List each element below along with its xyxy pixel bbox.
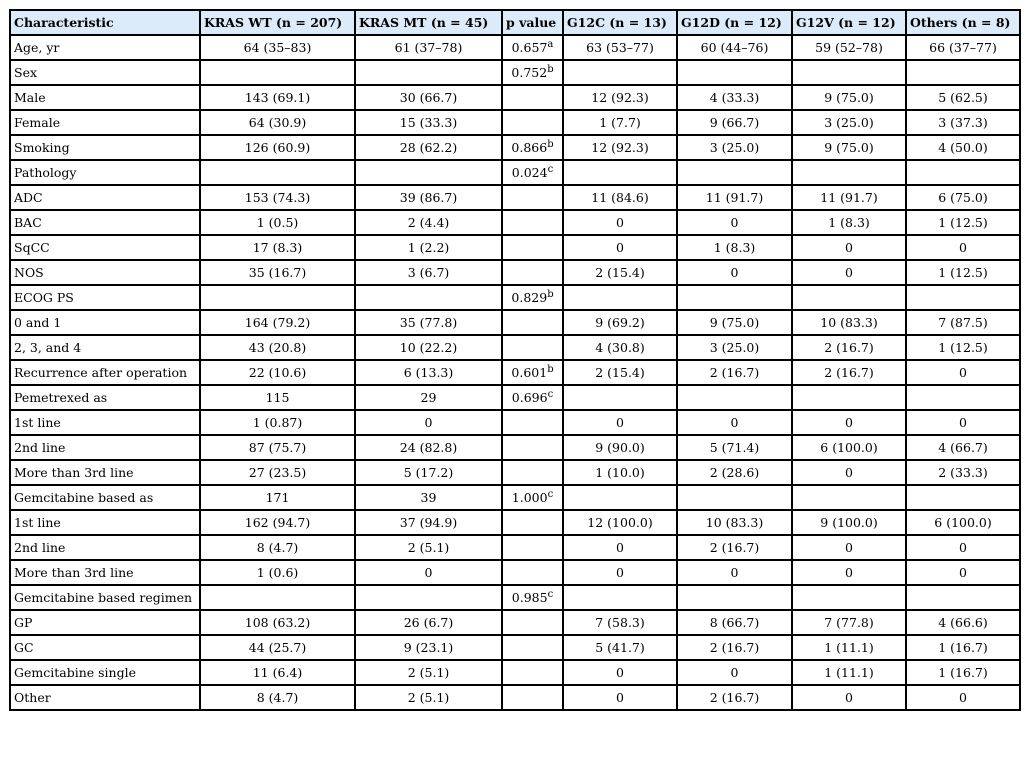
cell-g12d: 3 (25.0) [677, 335, 792, 360]
cell-p-value [502, 285, 563, 310]
cell-g12v: 6 (100.0) [792, 435, 906, 460]
table-row [10, 460, 1020, 485]
cell-g12v: 1 (8.3) [792, 210, 906, 235]
footnote-marker: b [547, 138, 554, 150]
cell-g12c: 7 (58.3) [563, 610, 677, 635]
cell-kras-wt: 108 (63.2) [200, 610, 355, 635]
cell-characteristic: Sex [10, 60, 200, 85]
table-row [10, 385, 1020, 410]
col-header-g12v: G12V (n = 12) [792, 10, 906, 35]
cell-g12d: 10 (83.3) [677, 510, 792, 535]
table-row [10, 410, 1020, 435]
cell-p-value [502, 410, 563, 435]
cell-g12c [563, 160, 677, 185]
cell-characteristic: GP [10, 610, 200, 635]
cell-characteristic: Female [10, 110, 200, 135]
cell-g12c [563, 385, 677, 410]
cell-kras-wt: 43 (20.8) [200, 335, 355, 360]
cell-g12v: 3 (25.0) [792, 110, 906, 135]
cell-g12c [563, 60, 677, 85]
cell-characteristic: Male [10, 85, 200, 110]
col-header-p-value: p value [502, 10, 563, 35]
table-row [10, 635, 1020, 660]
cell-kras-wt: 8 (4.7) [200, 535, 355, 560]
table-row [10, 610, 1020, 635]
cell-characteristic: 2nd line [10, 435, 200, 460]
cell-characteristic: NOS [10, 260, 200, 285]
cell-p-value [502, 660, 563, 685]
cell-kras-wt: 1 (0.5) [200, 210, 355, 235]
cell-kras-wt: 64 (30.9) [200, 110, 355, 135]
cell-kras-mt: 39 [355, 485, 502, 510]
table-row [10, 560, 1020, 585]
cell-characteristic: SqCC [10, 235, 200, 260]
cell-characteristic: ADC [10, 185, 200, 210]
cell-g12v: 7 (77.8) [792, 610, 906, 635]
cell-characteristic: 2nd line [10, 535, 200, 560]
cell-p-value [502, 260, 563, 285]
cell-g12d: 8 (66.7) [677, 610, 792, 635]
cell-kras-mt [355, 285, 502, 310]
cell-g12v: 9 (100.0) [792, 510, 906, 535]
cell-kras-wt: 126 (60.9) [200, 135, 355, 160]
cell-g12d: 2 (16.7) [677, 360, 792, 385]
cell-kras-mt: 37 (94.9) [355, 510, 502, 535]
cell-g12c: 0 [563, 685, 677, 710]
cell-others: 0 [906, 360, 1020, 385]
col-header-others: Others (n = 8) [906, 10, 1020, 35]
cell-g12d: 4 (33.3) [677, 85, 792, 110]
cell-kras-mt: 30 (66.7) [355, 85, 502, 110]
col-header-characteristic: Characteristic [10, 10, 200, 35]
cell-g12d: 3 (25.0) [677, 135, 792, 160]
cell-g12c: 0 [563, 560, 677, 585]
cell-kras-wt: 171 [200, 485, 355, 510]
table-row [10, 135, 1020, 160]
cell-g12v [792, 385, 906, 410]
cell-kras-mt: 24 (82.8) [355, 435, 502, 460]
cell-kras-mt: 2 (4.4) [355, 210, 502, 235]
cell-p-value [502, 460, 563, 485]
table-row [10, 160, 1020, 185]
cell-g12v: 1 (11.1) [792, 635, 906, 660]
cell-g12v: 9 (75.0) [792, 85, 906, 110]
cell-kras-mt: 3 (6.7) [355, 260, 502, 285]
footnote-marker: b [547, 288, 554, 300]
cell-p-value [502, 110, 563, 135]
cell-g12c: 11 (84.6) [563, 185, 677, 210]
cell-g12v: 0 [792, 685, 906, 710]
cell-kras-mt [355, 585, 502, 610]
table-row [10, 310, 1020, 335]
cell-p-value [502, 385, 563, 410]
cell-p-value [502, 360, 563, 385]
cell-p-value [502, 160, 563, 185]
cell-others: 4 (66.7) [906, 435, 1020, 460]
cell-g12c: 2 (15.4) [563, 360, 677, 385]
cell-p-value [502, 585, 563, 610]
cell-g12v: 59 (52–78) [792, 35, 906, 60]
cell-kras-mt: 5 (17.2) [355, 460, 502, 485]
cell-others: 0 [906, 560, 1020, 585]
characteristics-table [9, 9, 1021, 711]
col-header-g12d: G12D (n = 12) [677, 10, 792, 35]
cell-g12d: 2 (16.7) [677, 685, 792, 710]
cell-kras-wt: 162 (94.7) [200, 510, 355, 535]
table-row [10, 260, 1020, 285]
cell-g12d [677, 60, 792, 85]
cell-g12d: 0 [677, 410, 792, 435]
cell-others: 1 (16.7) [906, 635, 1020, 660]
cell-others: 3 (37.3) [906, 110, 1020, 135]
cell-g12d: 1 (8.3) [677, 235, 792, 260]
table-row [10, 685, 1020, 710]
col-header-kras-wt: KRAS WT (n = 207) [200, 10, 355, 35]
cell-g12c: 1 (10.0) [563, 460, 677, 485]
cell-others [906, 385, 1020, 410]
table-row [10, 210, 1020, 235]
cell-p-value [502, 635, 563, 660]
table-body [10, 35, 1020, 710]
cell-p-value [502, 560, 563, 585]
cell-characteristic: ECOG PS [10, 285, 200, 310]
cell-characteristic: 0 and 1 [10, 310, 200, 335]
footnote-marker: c [547, 588, 554, 600]
cell-kras-mt: 0 [355, 410, 502, 435]
table-row [10, 60, 1020, 85]
cell-kras-wt: 153 (74.3) [200, 185, 355, 210]
cell-others: 66 (37–77) [906, 35, 1020, 60]
cell-g12v: 2 (16.7) [792, 360, 906, 385]
cell-others: 6 (75.0) [906, 185, 1020, 210]
cell-p-value [502, 310, 563, 335]
cell-kras-wt: 27 (23.5) [200, 460, 355, 485]
cell-g12c: 1 (7.7) [563, 110, 677, 135]
cell-kras-wt [200, 285, 355, 310]
cell-others: 7 (87.5) [906, 310, 1020, 335]
cell-characteristic: More than 3rd line [10, 560, 200, 585]
cell-g12v [792, 585, 906, 610]
cell-kras-mt: 39 (86.7) [355, 185, 502, 210]
cell-p-value [502, 485, 563, 510]
cell-kras-wt: 87 (75.7) [200, 435, 355, 460]
footnote-marker: c [547, 163, 554, 175]
p-value-text: 0.024 [511, 165, 548, 180]
cell-g12c: 63 (53–77) [563, 35, 677, 60]
cell-g12c: 12 (92.3) [563, 85, 677, 110]
cell-characteristic: BAC [10, 210, 200, 235]
cell-g12c [563, 485, 677, 510]
cell-g12v: 2 (16.7) [792, 335, 906, 360]
cell-kras-mt: 26 (6.7) [355, 610, 502, 635]
cell-kras-mt: 10 (22.2) [355, 335, 502, 360]
cell-g12c: 4 (30.8) [563, 335, 677, 360]
cell-g12d [677, 485, 792, 510]
cell-kras-mt: 35 (77.8) [355, 310, 502, 335]
cell-g12v: 0 [792, 460, 906, 485]
p-value-text: 1.000 [511, 490, 548, 505]
cell-kras-wt: 22 (10.6) [200, 360, 355, 385]
cell-characteristic: Gemcitabine based regimen [10, 585, 200, 610]
cell-g12d: 0 [677, 260, 792, 285]
cell-characteristic: 1st line [10, 410, 200, 435]
table-row [10, 185, 1020, 210]
cell-g12d: 2 (28.6) [677, 460, 792, 485]
cell-characteristic: Age, yr [10, 35, 200, 60]
cell-g12c: 0 [563, 660, 677, 685]
cell-g12v: 11 (91.7) [792, 185, 906, 210]
cell-kras-mt: 9 (23.1) [355, 635, 502, 660]
cell-p-value [502, 335, 563, 360]
cell-kras-mt [355, 60, 502, 85]
cell-g12d: 0 [677, 660, 792, 685]
cell-g12v: 0 [792, 535, 906, 560]
cell-p-value [502, 210, 563, 235]
cell-kras-wt: 115 [200, 385, 355, 410]
cell-others: 0 [906, 685, 1020, 710]
footnote-marker: a [547, 38, 554, 50]
cell-characteristic: 1st line [10, 510, 200, 535]
cell-kras-mt: 6 (13.3) [355, 360, 502, 385]
cell-g12c: 0 [563, 410, 677, 435]
cell-others: 0 [906, 235, 1020, 260]
cell-kras-wt: 64 (35–83) [200, 35, 355, 60]
cell-characteristic: Other [10, 685, 200, 710]
col-header-kras-mt: KRAS MT (n = 45) [355, 10, 502, 35]
cell-g12d [677, 160, 792, 185]
p-value-text: 0.601 [511, 365, 548, 380]
cell-g12v: 0 [792, 260, 906, 285]
cell-g12c: 2 (15.4) [563, 260, 677, 285]
cell-kras-wt [200, 160, 355, 185]
cell-g12v: 1 (11.1) [792, 660, 906, 685]
cell-kras-wt [200, 60, 355, 85]
footnote-marker: c [547, 388, 554, 400]
cell-p-value [502, 235, 563, 260]
footnote-marker: c [547, 488, 554, 500]
cell-kras-mt [355, 160, 502, 185]
cell-kras-wt: 164 (79.2) [200, 310, 355, 335]
header-row [10, 10, 1020, 35]
cell-others [906, 60, 1020, 85]
p-value-text: 0.866 [511, 140, 548, 155]
cell-g12v: 0 [792, 235, 906, 260]
cell-characteristic: Pathology [10, 160, 200, 185]
table-container [9, 9, 1021, 711]
cell-kras-wt: 8 (4.7) [200, 685, 355, 710]
cell-characteristic: Gemcitabine based as [10, 485, 200, 510]
cell-g12c: 9 (90.0) [563, 435, 677, 460]
cell-kras-wt: 17 (8.3) [200, 235, 355, 260]
cell-kras-mt: 1 (2.2) [355, 235, 502, 260]
table-row [10, 660, 1020, 685]
cell-kras-wt: 35 (16.7) [200, 260, 355, 285]
p-value-text: 0.985 [511, 590, 548, 605]
cell-others [906, 285, 1020, 310]
cell-characteristic: Pemetrexed as [10, 385, 200, 410]
cell-kras-mt: 28 (62.2) [355, 135, 502, 160]
cell-others [906, 485, 1020, 510]
cell-g12v [792, 485, 906, 510]
cell-g12v: 0 [792, 560, 906, 585]
cell-g12d: 9 (75.0) [677, 310, 792, 335]
table-row [10, 435, 1020, 460]
cell-characteristic: Smoking [10, 135, 200, 160]
cell-g12d: 60 (44–76) [677, 35, 792, 60]
cell-g12c: 12 (100.0) [563, 510, 677, 535]
cell-g12d [677, 585, 792, 610]
cell-others [906, 585, 1020, 610]
cell-g12d: 5 (71.4) [677, 435, 792, 460]
cell-p-value [502, 435, 563, 460]
cell-g12d: 0 [677, 210, 792, 235]
cell-others: 1 (16.7) [906, 660, 1020, 685]
cell-g12v [792, 160, 906, 185]
cell-g12v: 9 (75.0) [792, 135, 906, 160]
cell-kras-wt: 11 (6.4) [200, 660, 355, 685]
footnote-marker: b [547, 363, 554, 375]
cell-kras-mt: 2 (5.1) [355, 685, 502, 710]
cell-kras-mt: 2 (5.1) [355, 660, 502, 685]
table-row [10, 585, 1020, 610]
footnote-marker: b [547, 63, 554, 75]
cell-g12c: 9 (69.2) [563, 310, 677, 335]
cell-p-value [502, 535, 563, 560]
cell-others: 6 (100.0) [906, 510, 1020, 535]
cell-kras-wt: 143 (69.1) [200, 85, 355, 110]
cell-kras-mt: 15 (33.3) [355, 110, 502, 135]
cell-kras-wt: 1 (0.6) [200, 560, 355, 585]
cell-others: 1 (12.5) [906, 260, 1020, 285]
table-row [10, 235, 1020, 260]
p-value-text: 0.829 [511, 290, 548, 305]
cell-others: 4 (50.0) [906, 135, 1020, 160]
cell-characteristic: Gemcitabine single [10, 660, 200, 685]
cell-g12c: 5 (41.7) [563, 635, 677, 660]
table-row [10, 535, 1020, 560]
cell-g12v: 0 [792, 410, 906, 435]
table-row [10, 335, 1020, 360]
cell-g12v [792, 285, 906, 310]
cell-p-value [502, 60, 563, 85]
p-value-text: 0.657 [511, 40, 548, 55]
cell-g12d: 9 (66.7) [677, 110, 792, 135]
cell-g12d: 0 [677, 560, 792, 585]
cell-kras-mt: 0 [355, 560, 502, 585]
p-value-text: 0.696 [511, 390, 548, 405]
cell-characteristic: GC [10, 635, 200, 660]
cell-g12c: 0 [563, 235, 677, 260]
cell-g12d [677, 385, 792, 410]
cell-g12c: 12 (92.3) [563, 135, 677, 160]
table-row [10, 485, 1020, 510]
cell-characteristic: More than 3rd line [10, 460, 200, 485]
cell-p-value [502, 685, 563, 710]
cell-kras-mt: 29 [355, 385, 502, 410]
cell-g12d: 2 (16.7) [677, 535, 792, 560]
cell-p-value [502, 135, 563, 160]
cell-g12c [563, 585, 677, 610]
cell-characteristic: Recurrence after operation [10, 360, 200, 385]
cell-p-value [502, 35, 563, 60]
cell-others [906, 160, 1020, 185]
table-row [10, 360, 1020, 385]
cell-kras-wt [200, 585, 355, 610]
cell-g12c: 0 [563, 210, 677, 235]
cell-others: 1 (12.5) [906, 210, 1020, 235]
cell-others: 0 [906, 535, 1020, 560]
table-row [10, 285, 1020, 310]
cell-characteristic: 2, 3, and 4 [10, 335, 200, 360]
cell-g12d [677, 285, 792, 310]
cell-others: 0 [906, 410, 1020, 435]
cell-others: 5 (62.5) [906, 85, 1020, 110]
table-row [10, 35, 1020, 60]
cell-kras-mt: 2 (5.1) [355, 535, 502, 560]
cell-p-value [502, 185, 563, 210]
cell-g12v: 10 (83.3) [792, 310, 906, 335]
cell-others: 2 (33.3) [906, 460, 1020, 485]
cell-g12d: 2 (16.7) [677, 635, 792, 660]
cell-p-value [502, 510, 563, 535]
cell-others: 4 (66.6) [906, 610, 1020, 635]
cell-g12c [563, 285, 677, 310]
p-value-text: 0.752 [511, 65, 548, 80]
cell-kras-wt: 44 (25.7) [200, 635, 355, 660]
table-row [10, 510, 1020, 535]
table-row [10, 85, 1020, 110]
cell-g12d: 11 (91.7) [677, 185, 792, 210]
cell-p-value [502, 610, 563, 635]
cell-g12c: 0 [563, 535, 677, 560]
cell-others: 1 (12.5) [906, 335, 1020, 360]
col-header-g12c: G12C (n = 13) [563, 10, 677, 35]
cell-kras-mt: 61 (37–78) [355, 35, 502, 60]
cell-kras-wt: 1 (0.87) [200, 410, 355, 435]
table-row [10, 110, 1020, 135]
cell-g12v [792, 60, 906, 85]
cell-p-value [502, 85, 563, 110]
